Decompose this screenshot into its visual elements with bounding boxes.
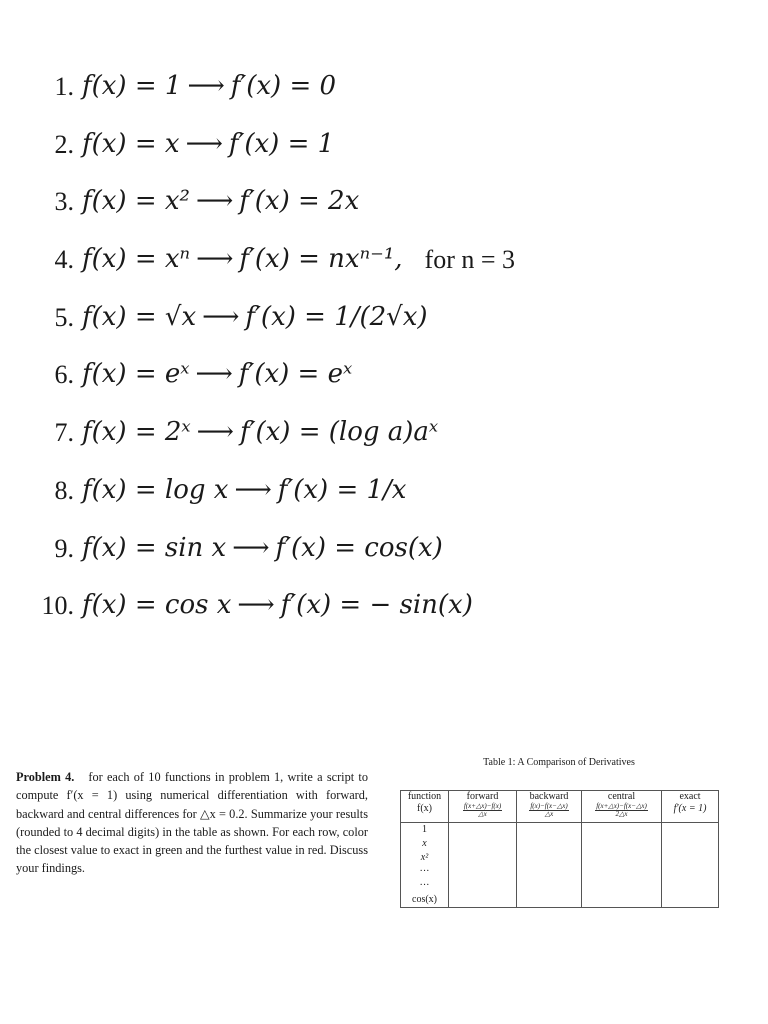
equation-number: 2. [54,129,74,159]
forward-formula [463,803,502,818]
header-function-label: function [407,791,442,802]
problem-text: for each of 10 functions in problem 1, write a script to compute f′(x = 1) using numerical differentiation with forward, backward and central differences for △x = 0.2. Summarize your results (rounded to 4 decimal digits) in the table as shown. For each row, color the closest value to exact in green and the furthest value in red. Discuss your findings. [16,770,368,876]
comparison-table [400,790,719,908]
equation-left: f(x) = log x [82,474,229,505]
equation-8 [30,462,515,520]
equation-left: f(x) = eˣ [82,359,190,390]
equation-number: 4. [54,245,74,275]
header-exact-formula: f′(x = 1) [673,803,707,814]
equation-7 [30,404,515,462]
backward-denominator: △x [544,810,554,818]
table-body-row [401,823,719,908]
forward-denominator: △x [478,810,487,818]
equation-condition: for n = 3 [424,245,516,275]
header-function-sub: f(x) [417,803,432,814]
equation-6 [30,346,515,404]
equation-number: 7. [54,418,74,448]
equation-1 [30,58,515,116]
function-column [401,823,449,908]
arrow-icon: ⟶ [196,417,234,448]
central-denominator: 2△x [615,810,628,818]
central-formula [595,803,648,818]
function-entry: x [422,838,427,849]
header-backward-label: backward [529,791,569,802]
equation-right: f′(x) = 1/x [277,474,407,505]
forward-numerator: f(x+△x)−f(x) [463,802,502,810]
equation-right: f′(x) = 2x [239,186,360,217]
equation-number: 3. [54,187,74,217]
backward-formula [529,803,568,818]
equation-number: 5. [54,302,74,332]
equation-left: f(x) = xⁿ [82,244,191,275]
equation-right: f′(x) = nxⁿ⁻¹, [239,244,403,275]
equation-left: f(x) = √x [82,301,197,332]
equation-5 [30,289,515,347]
arrow-icon: ⟶ [234,474,272,505]
equation-left: f(x) = 1 [82,71,182,101]
equation-right: f′(x) = 0 [230,71,337,101]
equation-left: f(x) = 2ˣ [82,417,191,448]
function-entry: ··· [419,866,430,877]
exact-cell [662,823,719,908]
equation-right: f′(x) = eˣ [238,359,353,390]
equation-10 [30,577,515,635]
equation-number: 6. [54,360,74,390]
equation-right: f′(x) = cos(x) [275,532,443,563]
equation-number: 1. [54,72,74,101]
arrow-icon: ⟶ [187,71,225,101]
problem-statement [16,768,368,878]
equation-number: 9. [54,533,74,563]
equation-number: 10. [41,591,74,621]
header-function [401,791,449,823]
arrow-icon: ⟶ [196,244,234,275]
equation-2 [30,116,515,174]
equation-left: f(x) = x² [82,186,190,217]
equation-right: f′(x) = 1/(2√x) [245,301,428,332]
central-numerator: f(x+△x)−f(x−△x) [596,802,647,810]
header-forward-label: forward [466,791,499,802]
equation-left: f(x) = sin x [82,532,227,563]
equation-right: f′(x) = 1 [228,128,335,159]
arrow-icon: ⟶ [237,590,275,621]
function-entry: 1 [422,824,427,835]
table-header-row [401,791,719,823]
arrow-icon: ⟶ [202,301,240,332]
equation-left: f(x) = x [82,128,180,159]
arrow-icon: ⟶ [195,359,233,390]
equation-9 [30,520,515,578]
central-cell [582,823,662,908]
backward-cell [517,823,582,908]
arrow-icon: ⟶ [232,532,270,563]
forward-cell [449,823,517,908]
equation-right: f′(x) = (log a)aˣ [239,417,439,448]
equation-right: f′(x) = − sin(x) [280,590,473,621]
derivative-equation-list [30,58,515,635]
function-entry: ··· [419,880,430,891]
header-central [582,791,662,823]
equation-3 [30,173,515,231]
header-forward [449,791,517,823]
header-central-label: central [607,791,636,802]
arrow-icon: ⟶ [195,186,234,217]
header-exact-label: exact [679,791,701,802]
problem-title: Problem 4. [16,770,75,784]
backward-numerator: f(x)−f(x−△x) [530,802,568,810]
function-entry: cos(x) [412,894,437,905]
arrow-icon: ⟶ [185,128,223,159]
function-entry: x² [420,852,429,863]
table-caption: Table 1: A Comparison of Derivatives [483,757,635,768]
header-backward [517,791,582,823]
header-exact [662,791,719,823]
equation-number: 8. [54,475,74,505]
equation-4 [30,231,515,289]
equation-left: f(x) = cos x [82,590,232,621]
